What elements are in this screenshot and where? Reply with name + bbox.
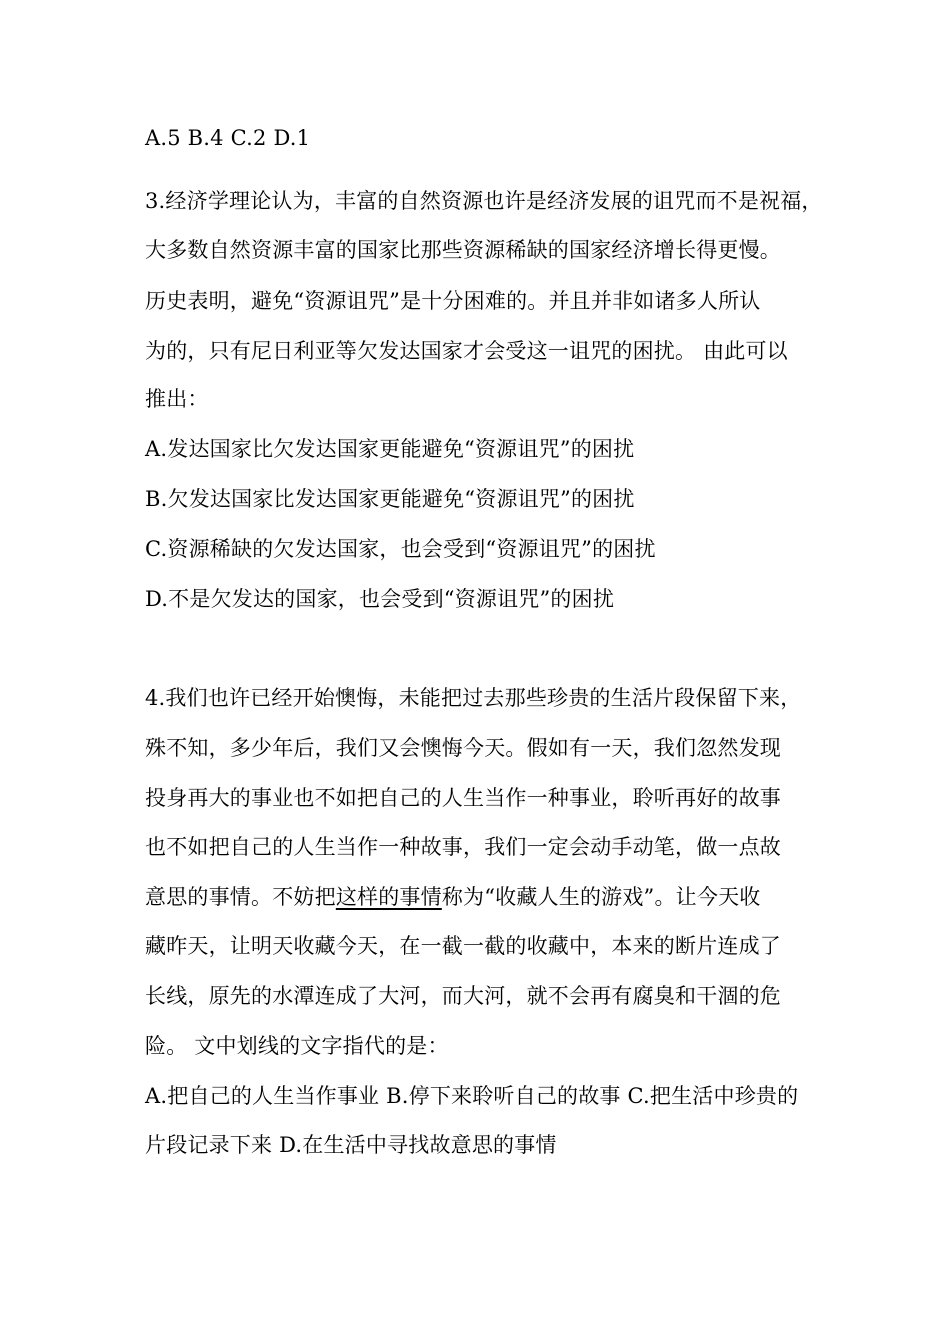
q3-stem-line-2: 大多数自然资源丰富的国家比那些资源稀缺的国家经济增长得更慢。 (145, 238, 781, 262)
q3-option-d: D.不是欠发达的国家，也会受到“资源诅咒”的困扰 (145, 587, 615, 611)
q4-stem-line-7: 长线，原先的水潭连成了大河，而大河，就不会再有腐臭和干涸的危 (145, 984, 781, 1008)
q4-stem-line-1: 4.我们也许已经开始懊悔，未能把过去那些珍贵的生活片段保留下来， (145, 686, 802, 710)
q3-option-b: B.欠发达国家比发达国家更能避免“资源诅咒”的困扰 (145, 487, 635, 511)
q3-stem-line-3: 历史表明，避免“资源诅咒”是十分困难的。并且并非如诸多人所认 (145, 289, 761, 313)
q4-stem-line-2: 殊不知，多少年后，我们又会懊悔今天。假如有一天，我们忽然发现 (145, 736, 781, 760)
q4-options-line-2: 片段记录下来 D.在生活中寻找故意思的事情 (145, 1133, 557, 1157)
q4-options-line-1: A.把自己的人生当作事业 B.停下来聆听自己的故事 C.把生活中珍贵的 (145, 1084, 799, 1108)
q4-stem-line-4: 也不如把自己的人生当作一种故事，我们一定会动手动笔，做一点故 (145, 835, 781, 859)
q4-stem-line-3: 投身再大的事业也不如把自己的人生当作一种事业，聆听再好的故事 (145, 786, 781, 810)
q3-option-a: A.发达国家比欠发达国家更能避免“资源诅咒”的困扰 (145, 437, 635, 461)
q2-options: A.5 B.4 C.2 D.1 (145, 126, 311, 150)
q3-stem-line-4: 为的，只有尼日利亚等欠发达国家才会受这一诅咒的困扰。 由此可以 (145, 339, 788, 363)
q3-stem-line-5: 推出： (145, 387, 209, 411)
q4-text-before-underline: 意思的事情。不妨把 (145, 885, 336, 909)
q4-underlined-phrase: 这样的事情 (335, 885, 442, 909)
q4-stem-line-5 (145, 882, 760, 912)
q4-text-after-underline: 称为“收藏人生的游戏”。让今天收 (441, 885, 761, 909)
q3-option-c: C.资源稀缺的欠发达国家，也会受到“资源诅咒”的困扰 (145, 537, 656, 561)
q4-stem-line-6: 藏昨天，让明天收藏今天，在一截一截的收藏中，本来的断片连成了 (145, 934, 781, 958)
q4-stem-line-8: 险。 文中划线的文字指代的是： (145, 1034, 449, 1058)
q3-stem-line-1: 3.经济学理论认为，丰富的自然资源也许是经济发展的诅咒而不是祝福， (145, 189, 823, 213)
